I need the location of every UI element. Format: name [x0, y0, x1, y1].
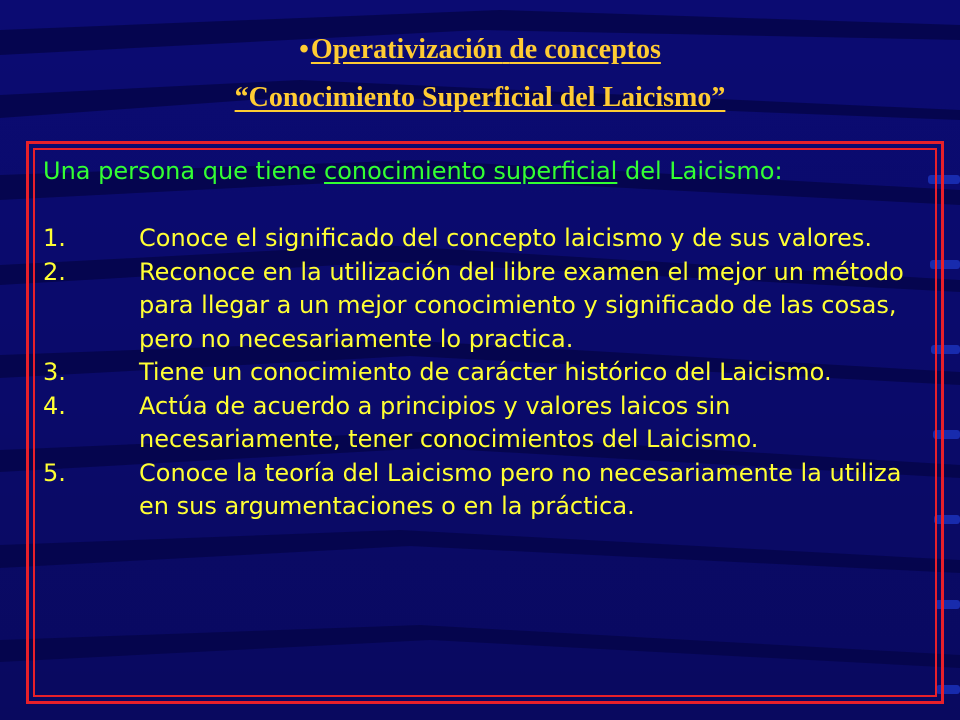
list-item	[43, 256, 923, 357]
item-text: Conoce el significado del concepto laicismo y de sus valores.	[139, 224, 873, 252]
item-number: 3.	[43, 358, 66, 386]
item-text: Conoce la teoría del Laicismo pero no necesariamente la utiliza en sus argumentaciones o en la práctica.	[139, 458, 902, 520]
intro-after: del Laicismo:	[617, 157, 783, 185]
item-text: Tiene un conocimiento de carácter histórico del Laicismo.	[139, 358, 832, 386]
intro-line	[43, 155, 923, 189]
slide-title	[0, 28, 960, 120]
title-word-de-conceptos: de conceptos	[509, 34, 661, 65]
item-text: Actúa de acuerdo a principios y valores laicos sin necesariamente, tener conocimientos del Laicismo.	[139, 391, 759, 453]
item-number: 2.	[43, 257, 66, 286]
title-line-1	[0, 28, 960, 72]
title-spacer	[502, 28, 509, 72]
title-word-operativizacion: Operativización	[310, 34, 503, 65]
list-item	[43, 390, 923, 457]
item-number: 5.	[43, 458, 66, 487]
item-number: 4.	[43, 391, 66, 420]
subtitle-text: “Conocimiento Superficial del Laicismo”	[234, 82, 726, 113]
title-line-2	[0, 76, 960, 120]
list-item	[43, 356, 923, 390]
list-item	[43, 457, 923, 524]
title-bullet: •	[299, 34, 309, 65]
content-text	[43, 155, 923, 524]
item-number: 1.	[43, 224, 66, 252]
intro-before: Una persona que tiene	[43, 157, 325, 185]
item-text: Reconoce en la utilización del libre examen el mejor un método para llegar a un mejor conocimiento y significado de las cosas, pero no necesariamente lo practica.	[139, 257, 904, 353]
intro-underlined: conocimiento superficial	[324, 157, 618, 185]
list-item	[43, 222, 923, 256]
blank-line	[43, 189, 923, 223]
